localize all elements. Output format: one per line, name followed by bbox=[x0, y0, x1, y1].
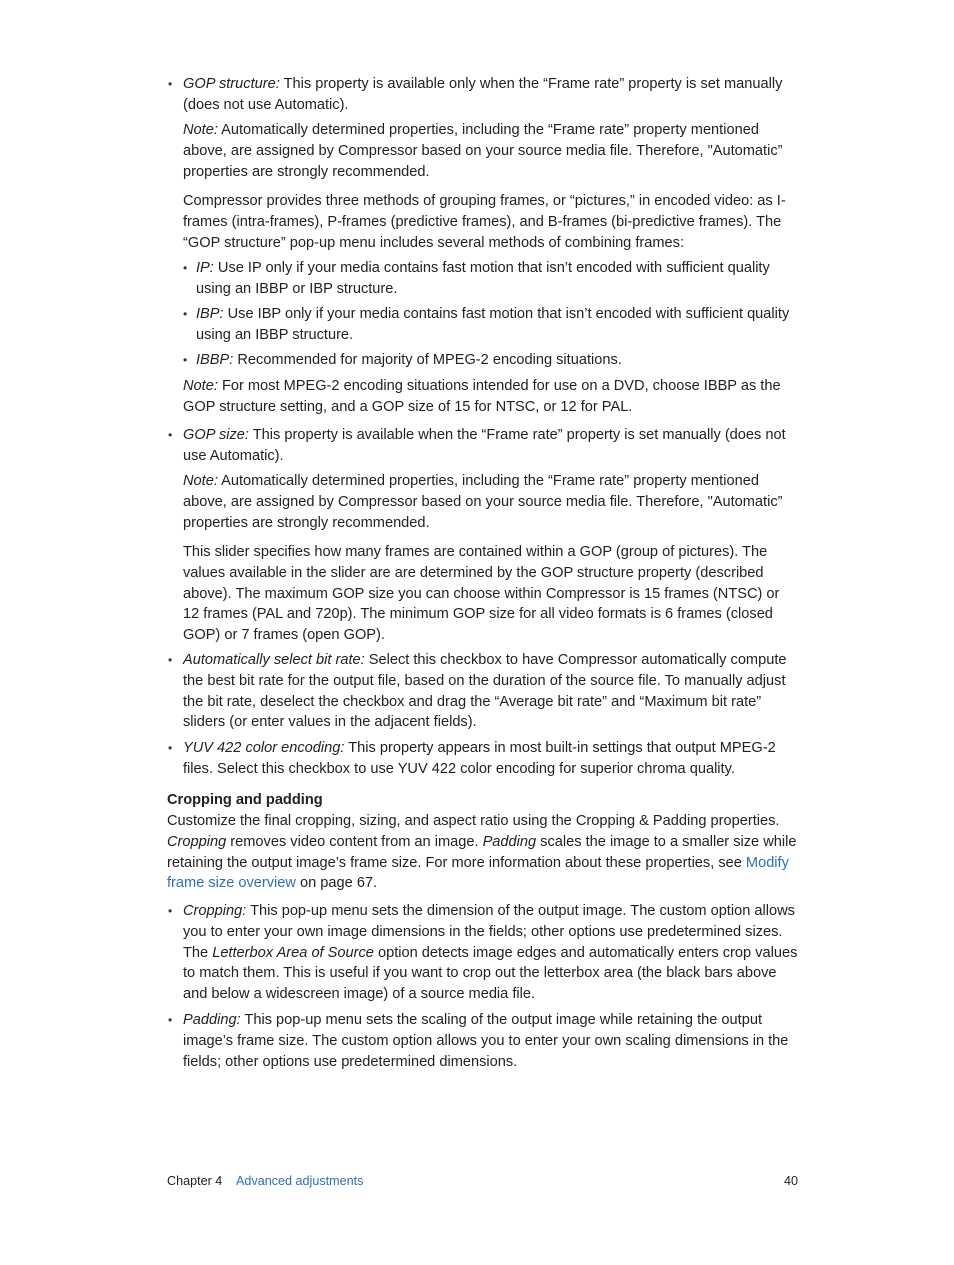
gop-structure-note bbox=[183, 120, 799, 182]
sub-item-text: Use IBP only if your media contains fast motion that isn’t encoded with sufficient quality using an IBBP structure. bbox=[196, 306, 790, 343]
gop-size-para: This slider specifies how many frames are contained within a GOP (group of pictures). The values available in the slider are are determined by the GOP structure property (described above). The maximum GOP size you can choose within Compressor is 15 frames (NTSC) or 12 frames (PAL and 720p). The minimum GOP size for all video formats is 6 frames (closed GOP) or 7 frames (open GOP). bbox=[183, 544, 780, 644]
page-number: 40 bbox=[784, 1174, 799, 1188]
gop-structure-term: GOP structure: bbox=[183, 76, 280, 92]
gop-size-text: This property is available when the “Frame rate” property is set manually (does not use Automatic). bbox=[183, 427, 786, 464]
intro-text: removes video content from an image. bbox=[226, 833, 483, 850]
footer-chapter-title-link[interactable]: Advanced adjustments bbox=[236, 1174, 364, 1188]
gop-structure-para: Compressor provides three methods of grouping frames, or “pictures,” in encoded video: as I-frames (intra-frames), P-frames (predictive frames), and B-frames (bi-predictive frames). The “GOP structure” pop-up menu includes several methods of combining frames: bbox=[183, 193, 786, 251]
modify-frame-size-link[interactable]: Modify frame size overview bbox=[167, 854, 789, 892]
bullet: • bbox=[183, 353, 188, 367]
footer-chapter: Chapter 4 bbox=[167, 1174, 223, 1188]
padding-text: This pop-up menu sets the scaling of the output image while retaining the output image’s frame size. The custom option allows you to enter your own scaling dimensions in the fields; other options use predetermined dimensions. bbox=[183, 1012, 789, 1070]
bullet: • bbox=[168, 428, 173, 442]
sub-item-ibbp bbox=[196, 350, 799, 371]
sub-item-text: Use IP only if your media contains fast motion that isn’t encoded with sufficient quality using an IBBP or IBP structure. bbox=[196, 260, 770, 297]
cropping-intro bbox=[167, 811, 799, 894]
cropping-text: option detects image edges and automatically enters crop values to match them. This is useful if you want to crop out the letterbox area (the black bars above and below a widescreen image) of a source media file. bbox=[183, 944, 798, 1003]
note-text: Automatically determined properties, including the “Frame rate” property mentioned above, are assigned by Compressor based on your source media file. Therefore, "Automatic” properties are strongly recommended. bbox=[183, 122, 783, 180]
yuv-text: This property appears in most built-in settings that output MPEG-2 files. Select this checkbox to use YUV 422 color encoding for superior chroma quality. bbox=[183, 740, 776, 777]
intro-text: scales the image to a smaller size while retaining the output image’s frame size. For more information about these properties, see bbox=[167, 833, 797, 871]
auto-bitrate-text: Select this checkbox to have Compressor automatically compute the best bit rate for the output file, based on the duration of the source file. To manually adjust the bit rate, deselect the checkbox and drag the “Average bit rate” and “Maximum bit rate” sliders (or enter values in the adjacent fields). bbox=[183, 652, 787, 731]
cropping-item bbox=[183, 901, 799, 1005]
bullet: • bbox=[168, 653, 173, 667]
padding-term: Padding bbox=[482, 833, 537, 850]
note-label: Note: bbox=[183, 378, 218, 394]
intro-text: Customize the final cropping, sizing, and aspect ratio using the Cropping & Padding properties. bbox=[167, 813, 780, 829]
sub-item-ip bbox=[196, 258, 799, 300]
section-heading: Cropping and padding bbox=[167, 792, 323, 808]
intro-text: on page 67. bbox=[295, 875, 378, 892]
gop-size-item bbox=[183, 425, 799, 467]
cropping-term: Cropping bbox=[167, 833, 227, 850]
bullet: • bbox=[168, 1013, 173, 1027]
padding-item-term: Padding: bbox=[183, 1012, 241, 1028]
bullet: • bbox=[168, 741, 173, 755]
padding-item bbox=[183, 1010, 799, 1072]
gop-structure-note2 bbox=[183, 376, 799, 418]
auto-bitrate-item bbox=[183, 650, 799, 733]
bullet: • bbox=[183, 261, 188, 275]
sub-item-ibp bbox=[196, 304, 799, 346]
sub-item-text: Recommended for majority of MPEG-2 encoding situations. bbox=[233, 352, 622, 368]
yuv-item bbox=[183, 738, 799, 780]
sub-item-term: IBP: bbox=[196, 306, 224, 322]
bullet: • bbox=[168, 77, 173, 91]
gop-size-note bbox=[183, 471, 799, 533]
sub-item-term: IBBP: bbox=[196, 352, 234, 368]
cropping-text: This pop-up menu sets the dimension of the output image. The custom option allows you to enter your own image dimensions in the fields; other options use predetermined sizes. The bbox=[183, 903, 795, 961]
bullet: • bbox=[183, 307, 188, 321]
yuv-term: YUV 422 color encoding: bbox=[183, 740, 345, 756]
letterbox-term: Letterbox Area of Source bbox=[212, 944, 374, 961]
note-text: Automatically determined properties, including the “Frame rate” property mentioned above, are assigned by Compressor based on your source media file. Therefore, "Automatic” properties are strongly recommended. bbox=[183, 473, 783, 531]
bullet: • bbox=[168, 904, 173, 918]
gop-size-term: GOP size: bbox=[183, 427, 249, 443]
note-text: For most MPEG-2 encoding situations intended for use on a DVD, choose IBBP as the GOP structure setting, and a GOP size of 15 for NTSC, or 12 for PAL. bbox=[183, 378, 781, 415]
gop-structure-text: This property is available only when the “Frame rate” property is set manually (does not use Automatic). bbox=[183, 76, 783, 113]
auto-bitrate-term: Automatically select bit rate: bbox=[183, 652, 365, 668]
sub-item-term: IP: bbox=[196, 260, 214, 276]
note-label: Note: bbox=[183, 122, 218, 138]
cropping-item-term: Cropping: bbox=[183, 903, 247, 919]
gop-structure-item bbox=[183, 74, 799, 116]
note-label: Note: bbox=[183, 473, 218, 489]
